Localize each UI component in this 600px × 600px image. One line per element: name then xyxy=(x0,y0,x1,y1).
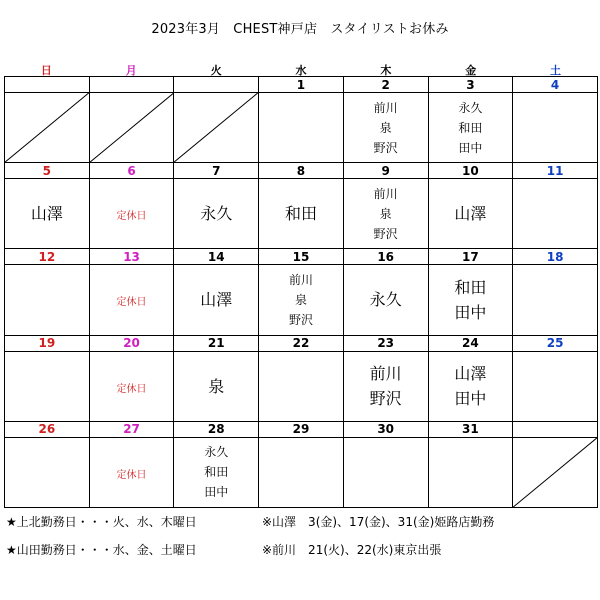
day-cell xyxy=(428,265,513,335)
day-cell xyxy=(513,93,598,163)
day-cell xyxy=(89,179,174,249)
staff-name: 前川 xyxy=(373,100,398,115)
week-4-cells xyxy=(5,351,598,421)
staff-name: 前川 xyxy=(373,186,398,201)
staff-name: 前川 xyxy=(369,364,402,384)
weekday-friday: 金 xyxy=(465,64,477,77)
day-number: 23 xyxy=(343,335,428,351)
day-cell xyxy=(259,265,344,335)
day-number: 25 xyxy=(513,335,598,351)
day-number: 13 xyxy=(89,249,174,265)
staff-off-list xyxy=(174,287,258,312)
note-remark: ※前川 21(火)、22(水)東京出張 xyxy=(262,543,442,557)
staff-name: 田中 xyxy=(204,485,229,500)
day-number: 30 xyxy=(343,421,428,437)
diagonal-slash xyxy=(174,93,258,162)
weekday-sunday: 日 xyxy=(40,64,52,77)
staff-name: 山澤 xyxy=(454,364,487,384)
note-row xyxy=(6,540,596,568)
week-4-numbers xyxy=(5,335,598,351)
week-2-cells xyxy=(5,179,598,249)
week-1-cells xyxy=(5,93,598,163)
day-number: 9 xyxy=(343,163,428,179)
empty-day-cell xyxy=(89,93,174,163)
note-row xyxy=(6,512,596,540)
day-number: 19 xyxy=(5,335,90,351)
day-number: 15 xyxy=(259,249,344,265)
diagonal-slash xyxy=(5,93,89,162)
day-number: 3 xyxy=(428,77,513,93)
staff-name: 山澤 xyxy=(200,290,233,310)
closed-day-label: 定休日 xyxy=(116,469,147,481)
staff-off-list xyxy=(174,201,258,226)
closed-day-label: 定休日 xyxy=(116,211,147,223)
day-number: 26 xyxy=(5,421,90,437)
staff-name: 泉 xyxy=(379,120,392,135)
day-number: 31 xyxy=(428,421,513,437)
staff-off-list xyxy=(429,275,513,325)
day-cell xyxy=(174,265,259,335)
notes-section xyxy=(6,512,596,568)
weekday-thursday: 木 xyxy=(380,64,392,77)
day-cell xyxy=(5,179,90,249)
staff-name: 泉 xyxy=(379,206,392,221)
day-cell xyxy=(343,93,428,163)
day-cell xyxy=(174,351,259,421)
day-number: 10 xyxy=(428,163,513,179)
staff-name: 泉 xyxy=(294,292,307,307)
week-2-numbers xyxy=(5,163,598,179)
staff-off-list xyxy=(429,98,513,158)
day-cell xyxy=(5,351,90,421)
day-cell xyxy=(259,437,344,507)
staff-name: 和田 xyxy=(458,120,483,135)
note-workdays: ★上北勤務日・・・火、水、木曜日 xyxy=(6,515,197,529)
staff-name: 永久 xyxy=(369,290,402,310)
staff-off-list xyxy=(344,98,428,158)
day-cell xyxy=(174,179,259,249)
day-cell xyxy=(174,437,259,507)
day-number: 24 xyxy=(428,335,513,351)
day-number: 29 xyxy=(259,421,344,437)
empty-day-cell xyxy=(5,93,90,163)
staff-name: 和田 xyxy=(204,465,229,480)
day-cell xyxy=(428,351,513,421)
day-number: 4 xyxy=(513,77,598,93)
staff-name: 野沢 xyxy=(288,312,313,327)
day-cell xyxy=(513,179,598,249)
day-number: 16 xyxy=(343,249,428,265)
empty-day-cell xyxy=(513,437,598,507)
note-remark: ※山澤 3(金)、17(金)、31(金)姫路店勤務 xyxy=(262,515,495,529)
staff-off-list xyxy=(5,201,89,226)
staff-off-list xyxy=(174,442,258,502)
staff-off-list xyxy=(429,201,513,226)
day-cell xyxy=(259,351,344,421)
day-cell xyxy=(89,351,174,421)
week-3-numbers xyxy=(5,249,598,265)
day-number xyxy=(5,77,90,93)
staff-name: 永久 xyxy=(458,100,483,115)
day-cell xyxy=(343,265,428,335)
day-cell xyxy=(428,437,513,507)
day-number: 12 xyxy=(5,249,90,265)
staff-name: 和田 xyxy=(454,277,487,297)
day-number xyxy=(89,77,174,93)
diagonal-slash xyxy=(513,438,597,507)
staff-name: 野沢 xyxy=(369,389,402,409)
day-cell xyxy=(259,179,344,249)
day-number xyxy=(513,421,598,437)
staff-off-list xyxy=(344,361,428,411)
diagonal-slash xyxy=(90,93,174,162)
day-number: 2 xyxy=(343,77,428,93)
staff-name: 野沢 xyxy=(373,140,398,155)
staff-off-list xyxy=(344,287,428,312)
day-number: 28 xyxy=(174,421,259,437)
day-number: 27 xyxy=(89,421,174,437)
staff-name: 田中 xyxy=(454,302,487,322)
week-5-numbers xyxy=(5,421,598,437)
day-number: 17 xyxy=(428,249,513,265)
weekday-wednesday: 水 xyxy=(295,64,307,77)
day-number: 21 xyxy=(174,335,259,351)
day-number: 11 xyxy=(513,163,598,179)
day-cell xyxy=(89,437,174,507)
staff-name: 山澤 xyxy=(30,204,63,224)
day-number: 8 xyxy=(259,163,344,179)
day-number: 1 xyxy=(259,77,344,93)
calendar-grid xyxy=(4,76,598,508)
day-number: 22 xyxy=(259,335,344,351)
day-number: 5 xyxy=(5,163,90,179)
staff-name: 田中 xyxy=(454,389,487,409)
day-number xyxy=(174,77,259,93)
note-workdays: ★山田勤務日・・・水、金、土曜日 xyxy=(6,543,197,557)
week-5-cells xyxy=(5,437,598,507)
closed-day-label: 定休日 xyxy=(116,383,147,395)
day-number: 6 xyxy=(89,163,174,179)
day-cell xyxy=(343,179,428,249)
staff-name: 田中 xyxy=(458,140,483,155)
day-cell xyxy=(5,265,90,335)
staff-name: 永久 xyxy=(200,204,233,224)
staff-name: 前川 xyxy=(288,272,313,287)
day-cell xyxy=(343,437,428,507)
day-cell xyxy=(513,351,598,421)
week-3-cells xyxy=(5,265,598,335)
day-number: 18 xyxy=(513,249,598,265)
day-cell xyxy=(428,93,513,163)
day-number: 14 xyxy=(174,249,259,265)
closed-day-label: 定休日 xyxy=(116,297,147,309)
weekday-saturday: 土 xyxy=(550,64,562,77)
staff-off-list xyxy=(259,270,343,330)
week-1-numbers xyxy=(5,77,598,93)
staff-name: 和田 xyxy=(284,204,317,224)
weekday-monday: 月 xyxy=(125,64,137,77)
staff-off-list xyxy=(174,374,258,399)
day-cell xyxy=(428,179,513,249)
day-number: 7 xyxy=(174,163,259,179)
staff-off-list xyxy=(259,201,343,226)
empty-day-cell xyxy=(174,93,259,163)
weekday-tuesday: 火 xyxy=(210,64,222,77)
page-title: 2023年3月 CHEST神戸店 スタイリストお休み xyxy=(151,22,449,37)
weekday-header xyxy=(4,62,598,76)
day-number: 20 xyxy=(89,335,174,351)
day-cell xyxy=(259,93,344,163)
staff-name: 山澤 xyxy=(454,204,487,224)
staff-name: 野沢 xyxy=(373,226,398,241)
day-cell xyxy=(513,265,598,335)
day-cell xyxy=(89,265,174,335)
day-cell xyxy=(343,351,428,421)
staff-off-list xyxy=(344,184,428,244)
day-cell xyxy=(5,437,90,507)
staff-off-list xyxy=(429,361,513,411)
staff-name: 永久 xyxy=(204,445,229,460)
staff-name: 泉 xyxy=(208,376,225,396)
